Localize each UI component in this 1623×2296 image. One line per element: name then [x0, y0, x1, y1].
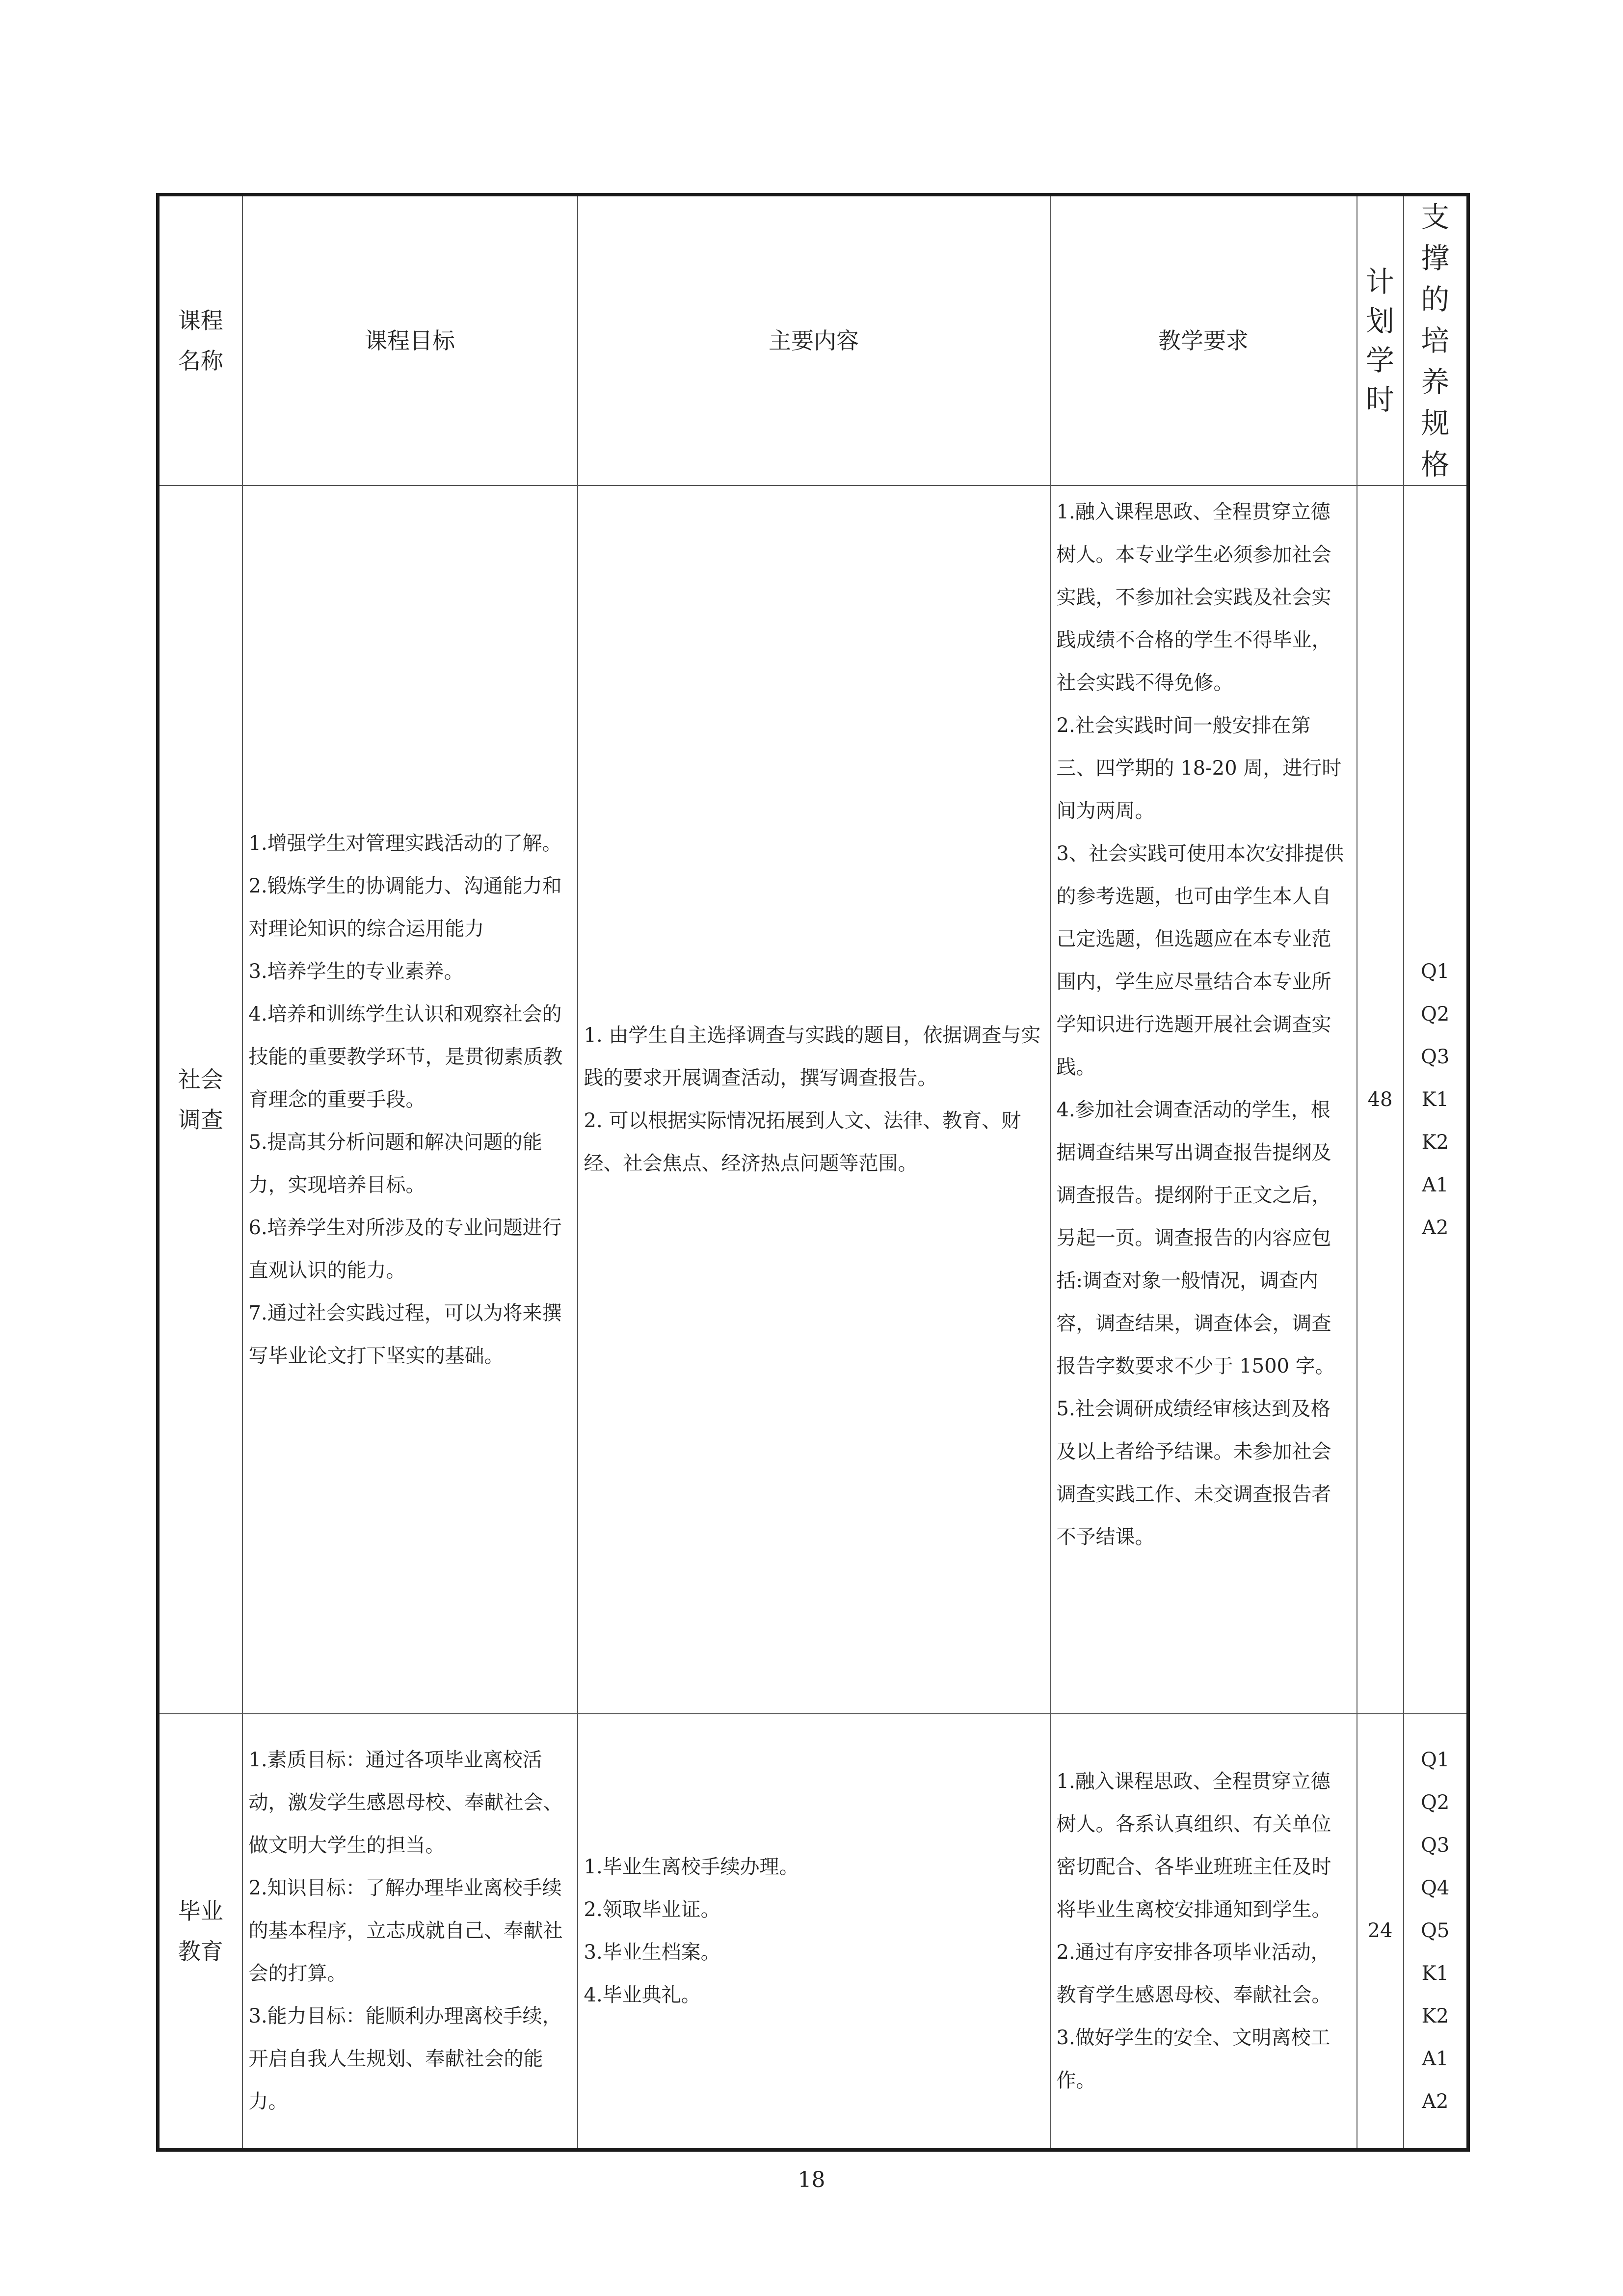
spec-item: A2	[1422, 1216, 1449, 1239]
main-content-cell	[578, 1714, 1050, 2150]
goal-item: 6.培养学生对所涉及的专业问题进行直观认识的能力。	[248, 1216, 562, 1282]
requirement-item: 1.融入课程思政、全程贯穿立德树人。本专业学生必须参加社会实践，不参加社会实践及社会实践成绩不合格的学生不得毕业，社会实践不得免修。	[1056, 501, 1331, 694]
goal-item: 1.增强学生对管理实践活动的了解。	[248, 832, 562, 855]
content-item: 3.毕业生档案。	[584, 1941, 720, 1964]
goal-item: 5.提高其分析问题和解决问题的能力，实现培养目标。	[248, 1131, 542, 1196]
page-number: 18	[798, 2167, 825, 2192]
goal-item: 1.素质目标：通过各项毕业离校活动，激发学生感恩母校、奉献社会、做文明大学生的担当。	[248, 1749, 563, 1857]
requirement-item: 2.通过有序安排各项毕业活动，教育学生感恩母校、奉献社会。	[1056, 1941, 1331, 2006]
goal-item: 2.知识目标：了解办理毕业离校手续的基本程序，立志成就自己、奉献社会的打算。	[248, 1877, 563, 1985]
course-name-cell: 社会调查	[158, 486, 242, 1714]
planned-hours-cell: 48	[1357, 486, 1404, 1714]
content-item: 4.毕业典礼。	[584, 1983, 701, 2006]
spec-item: A2	[1422, 2090, 1449, 2113]
spec-item: K2	[1421, 1131, 1449, 1154]
header-planned-hours: 计划学时	[1357, 195, 1404, 486]
spec-item: K2	[1421, 2005, 1449, 2028]
spec-item: Q3	[1421, 1045, 1450, 1068]
teaching-requirement-cell	[1050, 1714, 1357, 2150]
main-content-cell	[578, 486, 1050, 1714]
supported-spec-cell	[1404, 1714, 1468, 2150]
spec-item: Q2	[1421, 1791, 1450, 1814]
goal-item: 3.培养学生的专业素养。	[248, 960, 464, 983]
curriculum-table	[156, 193, 1470, 2152]
table-row	[158, 1714, 1468, 2150]
spec-item: A1	[1422, 1173, 1449, 1196]
header-supported-spec: 支撑的培养规格	[1404, 195, 1468, 486]
goal-item: 7.通过社会实践过程，可以为将来撰写毕业论文打下坚实的基础。	[248, 1301, 562, 1367]
supported-spec-cell	[1404, 486, 1468, 1714]
spec-item: Q1	[1421, 1749, 1450, 1772]
spec-item: Q1	[1421, 960, 1450, 983]
content-item: 1.毕业生离校手续办理。	[584, 1855, 799, 1878]
spec-item: K1	[1421, 1088, 1449, 1111]
spec-item: Q5	[1421, 1919, 1450, 1943]
requirement-item: 3.做好学生的安全、文明离校工作。	[1056, 2026, 1330, 2092]
goal-item: 3.能力目标：能顺利办理离校手续，开启自我人生规划、奉献社会的能力。	[248, 2005, 562, 2113]
requirement-item: 2.社会实践时间一般安排在第三、四学期的 18-20 周，进行时间为两周。	[1056, 714, 1342, 822]
spec-item: Q4	[1421, 1877, 1450, 1900]
header-main-content: 主要内容	[578, 195, 1050, 486]
goal-item: 4.培养和训练学生认识和观察社会的技能的重要教学环节，是贯彻素质教育理念的重要手段。	[248, 1002, 563, 1111]
spec-item: K1	[1421, 1962, 1449, 1985]
header-teaching-requirements: 教学要求	[1050, 195, 1357, 486]
header-course-name: 课程名称	[158, 195, 242, 486]
course-goal-cell	[242, 486, 578, 1714]
table-row	[158, 486, 1468, 1714]
course-name-cell: 毕业教育	[158, 1714, 242, 2150]
requirement-item: 3、社会实践可使用本次安排提供的参考选题，也可由学生本人自己定选题，但选题应在本专业范围内，学生应尽量结合本专业所学知识进行选题开展社会调查实践。	[1056, 842, 1344, 1079]
content-item: 1. 由学生自主选择调查与实践的题目，依据调查与实践的要求开展调查活动，撰写调查报告。	[584, 1024, 1041, 1089]
teaching-requirement-cell	[1050, 486, 1357, 1714]
planned-hours-cell: 24	[1357, 1714, 1404, 2150]
goal-item: 2.锻炼学生的协调能力、沟通能力和对理论知识的综合运用能力	[248, 874, 562, 940]
spec-item: Q2	[1421, 1002, 1450, 1026]
table-header-row	[158, 195, 1468, 486]
header-course-goal: 课程目标	[242, 195, 578, 486]
requirement-item: 5.社会调研成绩经审核达到及格及以上者给予结课。未参加社会调查实践工作、未交调查报告者不予结课。	[1056, 1398, 1331, 1548]
requirement-item: 4.参加社会调查活动的学生，根据调查结果写出调查报告提纲及调查报告。提纲附于正文之后，另起一页。调查报告的内容应包括:调查对象一般情况，调查内容，调查结果，调查体会，调查报告字数要求不少于 1500 字。	[1056, 1099, 1335, 1378]
spec-item: Q3	[1421, 1834, 1450, 1857]
content-item: 2. 可以根据实际情况拓展到人文、法律、教育、财经、社会焦点、经济热点问题等范围。	[584, 1109, 1021, 1175]
spec-item: A1	[1422, 2048, 1449, 2071]
course-goal-cell	[242, 1714, 578, 2150]
requirement-item: 1.融入课程思政、全程贯穿立德树人。各系认真组织、有关单位密切配合、各毕业班班主任及时将毕业生离校安排通知到学生。	[1056, 1770, 1331, 1921]
content-item: 2.领取毕业证。	[584, 1898, 720, 1921]
